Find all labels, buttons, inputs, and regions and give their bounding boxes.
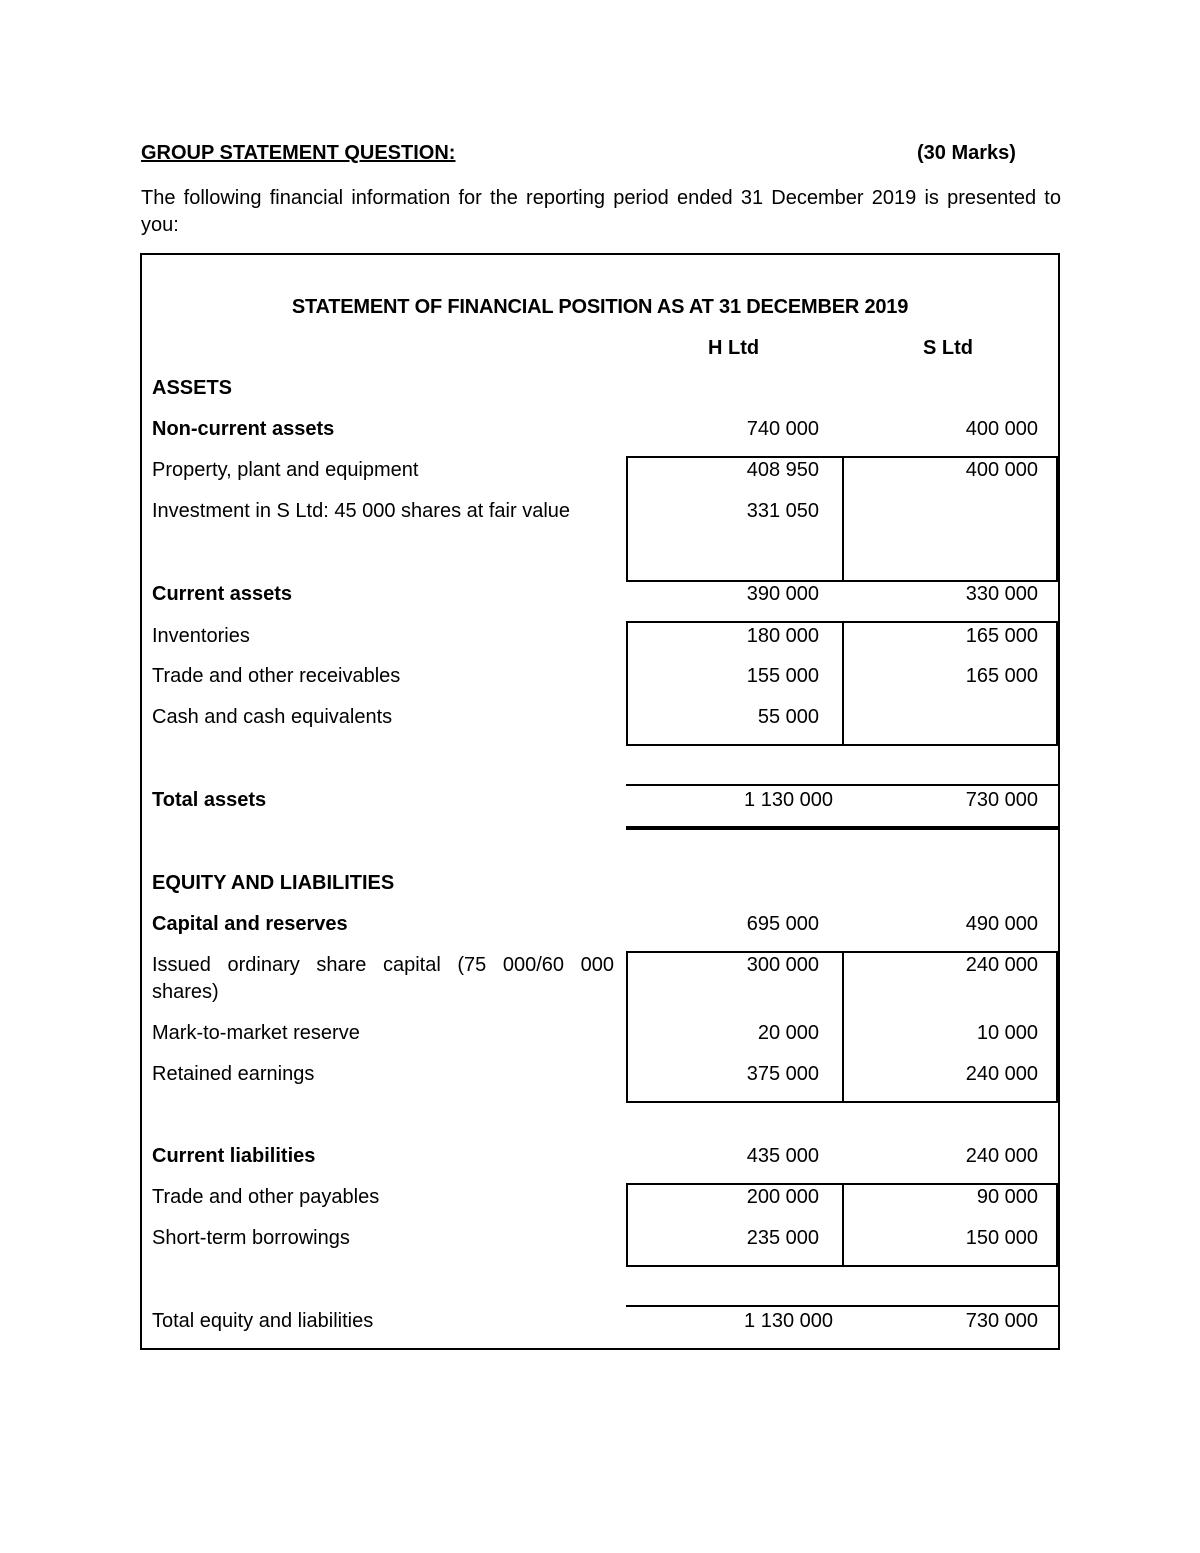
total-assets-bottom-line [626, 826, 1058, 830]
current-liabilities-s: 240 000 [965, 1145, 1038, 1167]
borrowings-s: 150 000 [965, 1227, 1038, 1249]
noncurrent-label: Non-current assets [152, 418, 335, 440]
noncurrent-s: 400 000 [965, 418, 1038, 440]
payables-s: 90 000 [976, 1186, 1038, 1208]
total-assets-h: 1 130 000 [744, 789, 833, 811]
retained-label: Retained earnings [152, 1063, 315, 1085]
column-header-h-ltd: H Ltd [708, 337, 760, 359]
question-marks: (30 Marks) [917, 142, 1016, 164]
capital-reserves-h: 695 000 [746, 913, 819, 935]
column-header-s-ltd: S Ltd [923, 337, 973, 359]
total-assets-s: 730 000 [965, 789, 1038, 811]
current-assets-label: Current assets [152, 583, 293, 605]
cash-h: 55 000 [757, 706, 819, 728]
inventories-s: 165 000 [965, 625, 1038, 647]
inventories-h: 180 000 [746, 625, 819, 647]
total-el-h: 1 130 000 [744, 1310, 833, 1332]
question-title: GROUP STATEMENT QUESTION: [141, 142, 456, 164]
investment-label: Investment in S Ltd: 45 000 shares at fair value [152, 500, 571, 522]
borrowings-h: 235 000 [746, 1227, 819, 1249]
capital-reserves-s: 490 000 [965, 913, 1038, 935]
retained-s: 240 000 [965, 1063, 1038, 1085]
current-liabilities-h: 435 000 [746, 1145, 819, 1167]
assets-heading: ASSETS [152, 377, 233, 399]
total-el-label: Total equity and liabilities [152, 1310, 374, 1332]
cash-label: Cash and cash equivalents [152, 706, 393, 728]
inventories-label: Inventories [152, 625, 250, 647]
equity-liabilities-heading: EQUITY AND LIABILITIES [152, 872, 395, 894]
share-capital-s: 240 000 [965, 954, 1038, 976]
statement-title: STATEMENT OF FINANCIAL POSITION AS AT 31 DECEMBER 2019 [291, 296, 909, 318]
receivables-label: Trade and other receivables [152, 665, 401, 687]
share-capital-label: Issued ordinary share capital (75 000/60 000 shares) [152, 954, 614, 1003]
capital-reserves-label: Capital and reserves [152, 913, 348, 935]
ppe-label: Property, plant and equipment [152, 459, 419, 481]
intro-text: The following financial information for the reporting period ended 31 December 2019 is presented to you: [141, 187, 1061, 236]
mtm-reserve-h: 20 000 [757, 1022, 819, 1044]
noncurrent-h: 740 000 [746, 418, 819, 440]
current-assets-s: 330 000 [965, 583, 1038, 605]
ppe-h: 408 950 [746, 459, 819, 481]
total-el-s: 730 000 [965, 1310, 1038, 1332]
current-liabilities-label: Current liabilities [152, 1145, 316, 1167]
retained-h: 375 000 [746, 1063, 819, 1085]
mtm-reserve-s: 10 000 [976, 1022, 1038, 1044]
ppe-s: 400 000 [965, 459, 1038, 481]
current-assets-h: 390 000 [746, 583, 819, 605]
total-el-top-line [626, 1305, 1058, 1307]
share-capital-h: 300 000 [746, 954, 819, 976]
investment-h: 331 050 [746, 500, 819, 522]
total-assets-label: Total assets [152, 789, 267, 811]
receivables-h: 155 000 [746, 665, 819, 687]
payables-h: 200 000 [746, 1186, 819, 1208]
receivables-s: 165 000 [965, 665, 1038, 687]
total-assets-top-line [626, 784, 1058, 786]
mtm-reserve-label: Mark-to-market reserve [152, 1022, 360, 1044]
borrowings-label: Short-term borrowings [152, 1227, 350, 1249]
payables-label: Trade and other payables [152, 1186, 380, 1208]
